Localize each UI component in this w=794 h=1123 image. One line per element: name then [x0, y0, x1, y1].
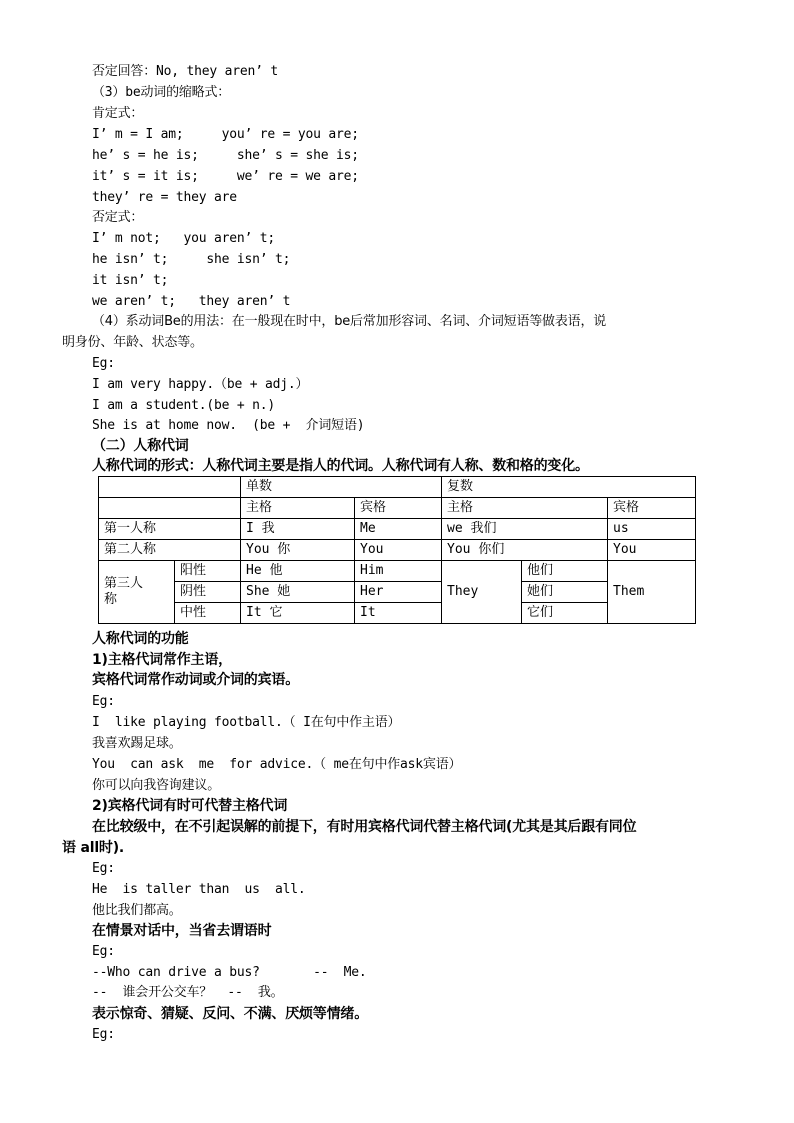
text-line-bold: 表示惊奇、猜疑、反问、不满、厌烦等情绪。 [92, 1006, 368, 1022]
table-cell: I 我 [241, 519, 355, 540]
text-line-bold: 人称代词的形式：人称代词主要是指人的代词。人称代词有人称、数和格的变化。 [92, 458, 589, 474]
text-line: 否定式： [92, 210, 144, 225]
table-cell: You 你们 [442, 540, 608, 561]
text-line: She is at home now. (be + 介词短语) [92, 418, 365, 433]
text-line: Eg: [92, 694, 115, 709]
text-line: I am very happy.（be + adj.） [92, 377, 309, 392]
text-line-bold: 宾格代词常作动词或介词的宾语。 [92, 672, 299, 688]
text-line: it’ s = it is; we’ re = we are; [92, 169, 359, 184]
table-row [99, 519, 696, 540]
table-cell: 主格 [442, 498, 608, 519]
text-line-bold: 人称代词的功能 [92, 631, 189, 647]
text-line-bold: 在情景对话中，当省去谓语时 [92, 923, 272, 939]
pronoun-table [98, 476, 696, 624]
text-line: Eg: [92, 356, 115, 371]
text-line: I’ m = I am; you’ re = you are; [92, 127, 359, 142]
text-line-bold: 1)主格代词常作主语， [92, 652, 232, 668]
text-line: Eg: [92, 1027, 115, 1042]
table-cell: Her [355, 582, 442, 603]
text-line: Eg: [92, 861, 115, 876]
text-line-bold: 在比较级中，在不引起误解的前提下，有时用宾格代词代替主格代词(尤其是其后跟有同位 [92, 819, 637, 835]
table-cell: we 我们 [442, 519, 608, 540]
text-line-bold: 语 all时). [62, 840, 125, 856]
table-cell: She 她 [241, 582, 355, 603]
text-line: I am a student.(be + n.) [92, 398, 276, 413]
text-line: he isn’ t; she isn’ t; [92, 252, 291, 267]
table-row [99, 540, 696, 561]
table-cell: 他们 [522, 561, 608, 582]
text-line: （4）系动词Be的用法：在一般现在时中，be后常加形容词、名词、介词短语等做表语，说 [92, 314, 607, 329]
text-line: --Who can drive a bus? -- Me. [92, 965, 367, 980]
table-row [99, 561, 696, 582]
table-cell: 第一人称 [99, 519, 241, 540]
third-person-label: 第三人 [104, 576, 144, 591]
table-row [99, 603, 696, 624]
table-cell: Them [608, 561, 696, 624]
text-line: 你可以向我咨询建议。 [92, 778, 221, 793]
third-person-label: 称 [104, 592, 118, 607]
table-cell [99, 498, 241, 519]
text-line: Eg: [92, 944, 115, 959]
table-cell: Him [355, 561, 442, 582]
text-line: You can ask me for advice.（ me在句中作ask宾语） [92, 757, 462, 772]
text-line: 肯定式： [92, 106, 144, 121]
table-cell: You [355, 540, 442, 561]
text-line: I like playing football.（ I在句中作主语） [92, 715, 401, 730]
table-cell: 宾格 [355, 498, 442, 519]
text-line: （3）be动词的缩略式： [92, 85, 231, 100]
table-cell: 她们 [522, 582, 608, 603]
table-cell: They [442, 561, 522, 624]
table-cell [99, 561, 175, 624]
text-line: they’ re = they are [92, 190, 237, 205]
table-cell: 宾格 [608, 498, 696, 519]
table-cell: You 你 [241, 540, 355, 561]
table-cell: 中性 [175, 603, 241, 624]
section-heading: （二）人称代词 [92, 438, 189, 454]
table-cell: 复数 [442, 477, 696, 498]
table-cell: 阳性 [175, 561, 241, 582]
table-cell: It 它 [241, 603, 355, 624]
table-cell: 它们 [522, 603, 608, 624]
table-cell: You [608, 540, 696, 561]
table-row [99, 582, 696, 603]
table-row [99, 498, 696, 519]
table-cell [99, 477, 241, 498]
text-line: 我喜欢踢足球。 [92, 736, 182, 751]
table-cell: 主格 [241, 498, 355, 519]
text-line: we aren’ t; they aren’ t [92, 294, 291, 309]
text-line: He is taller than us all. [92, 882, 306, 897]
table-row [99, 477, 696, 498]
text-line: he’ s = he is; she’ s = she is; [92, 148, 359, 163]
text-line: 他比我们都高。 [92, 903, 182, 918]
table-cell: us [608, 519, 696, 540]
table-cell: 阴性 [175, 582, 241, 603]
text-line: 明身份、年龄、状态等。 [62, 335, 203, 350]
table-cell: It [355, 603, 442, 624]
table-cell: Me [355, 519, 442, 540]
text-line-bold: 2)宾格代词有时可代替主格代词 [92, 798, 288, 814]
text-line: it isn’ t; [92, 273, 169, 288]
text-line: I’ m not; you aren’ t; [92, 231, 276, 246]
text-line: -- 谁会开公交车？ -- 我。 [92, 985, 284, 1000]
table-cell: 单数 [241, 477, 442, 498]
table-cell: 第二人称 [99, 540, 241, 561]
table-cell: He 他 [241, 561, 355, 582]
text-line: 否定回答：No, they aren’ t [92, 64, 279, 79]
